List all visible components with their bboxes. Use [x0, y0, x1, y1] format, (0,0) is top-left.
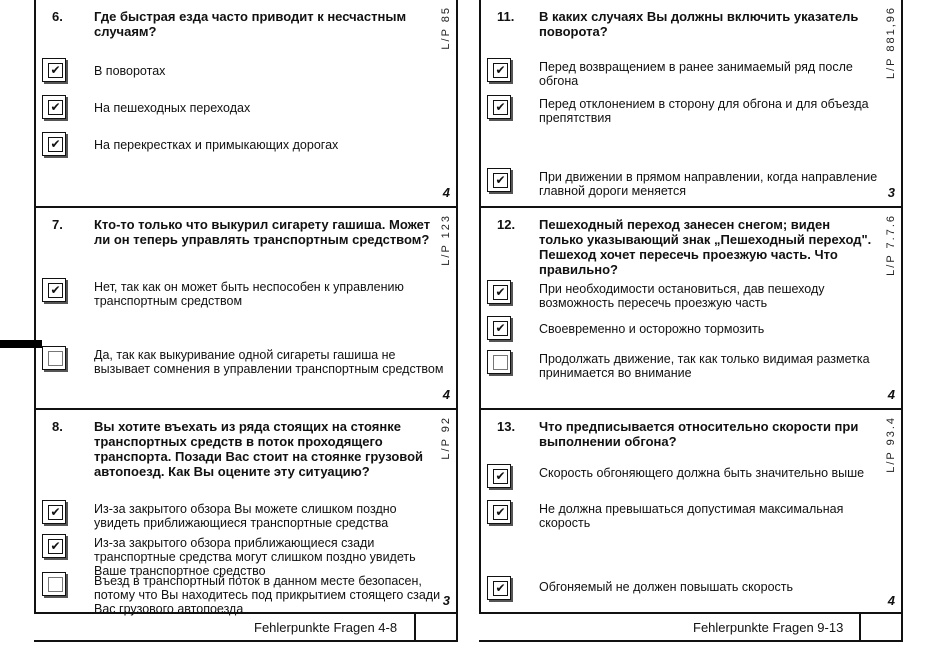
checkmark-icon: ✔ [493, 469, 508, 484]
answer-text: Скорость обгоняющего должна быть значительно выше [539, 466, 865, 480]
points-value: 4 [887, 593, 895, 608]
answer-checkbox[interactable] [487, 576, 511, 600]
question-7 [34, 208, 458, 410]
points-value: 4 [442, 387, 450, 402]
footer-label: Fehlerpunkte Fragen 9-13 [693, 620, 844, 635]
question-number: 6. [52, 9, 63, 24]
answer-text: Из-за закрытого обзора Вы можете слишком поздно увидеть приближающиеся транспортные средства [94, 502, 397, 530]
answer-text: При движении в прямом направлении, когда направление главной дороги меняется [539, 170, 878, 198]
answer-checkbox[interactable] [487, 316, 511, 340]
answer-text: При необходимости остановиться, дав пешеходу возможность пересечь проезжую часть [539, 282, 825, 310]
question-12 [479, 208, 903, 410]
answer-text: Продолжать движение, так как только видимая разметка принимается во внимание [539, 352, 870, 380]
question-number: 7. [52, 217, 63, 232]
answer-checkbox[interactable] [42, 500, 66, 524]
answer-checkbox[interactable] [487, 95, 511, 119]
question-text: Что предписывается относительно скорости при выполнении обгона? [539, 419, 859, 449]
checkmark-icon: ✔ [493, 173, 508, 188]
answer-text: На пешеходных переходах [94, 101, 251, 115]
checkmark-icon: ✔ [48, 539, 63, 554]
checkmark-icon: ✔ [493, 100, 508, 115]
answer-text: Не должна превышаться допустимая максимальная скорость [539, 502, 844, 530]
error-points-field[interactable] [859, 612, 903, 642]
empty-box-icon [493, 355, 508, 370]
points-value: 3 [887, 185, 895, 200]
question-text: В каких случаях Вы должны включить указатель поворота? [539, 9, 859, 39]
answer-checkbox[interactable] [42, 346, 66, 370]
answer-checkbox[interactable] [42, 572, 66, 596]
answer-checkbox[interactable] [487, 168, 511, 192]
answer-text: Въезд в транспортный поток в данном месте безопасен, потому что Вы находитесь под прикрытием стоящего сзади Вас грузового автопоезда [94, 574, 441, 616]
answer-checkbox[interactable] [42, 132, 66, 156]
question-number: 12. [497, 217, 516, 232]
answer-text: Своевременно и осторожно тормозить [539, 322, 765, 336]
footer-label: Fehlerpunkte Fragen 4-8 [254, 620, 398, 635]
answer-text: Обгоняемый не должен повышать скорость [539, 580, 794, 594]
checkmark-icon: ✔ [493, 505, 508, 520]
question-6 [34, 0, 458, 208]
lp-reference: L/P 93.4 [885, 416, 897, 473]
answer-checkbox[interactable] [487, 280, 511, 304]
lp-reference: L/P 7.7.6 [885, 214, 897, 276]
lp-reference: L/P 85 [440, 6, 452, 50]
checkmark-icon: ✔ [48, 505, 63, 520]
error-points-field[interactable] [414, 612, 458, 642]
answer-checkbox[interactable] [487, 58, 511, 82]
checkmark-icon: ✔ [48, 100, 63, 115]
question-number: 13. [497, 419, 516, 434]
question-13 [479, 410, 903, 612]
answer-checkbox[interactable] [487, 350, 511, 374]
question-text: Где быстрая езда часто приводит к несчастным случаям? [94, 9, 407, 39]
question-number: 8. [52, 419, 63, 434]
answer-checkbox[interactable] [42, 534, 66, 558]
answer-text: На перекрестках и примыкающих дорогах [94, 138, 339, 152]
checkmark-icon: ✔ [493, 285, 508, 300]
answer-text: Да, так как выкуривание одной сигареты гашиша не вызывает сомнения в управлении транспортным средством [94, 348, 444, 376]
black-marker [0, 340, 42, 348]
points-value: 4 [442, 185, 450, 200]
answer-checkbox[interactable] [42, 95, 66, 119]
answer-text: Перед отклонением в сторону для обгона и для объезда препятствия [539, 97, 869, 125]
answer-text: Перед возвращением в ранее занимаемый ряд после обгона [539, 60, 853, 88]
question-11 [479, 0, 903, 208]
right-footer [479, 612, 903, 642]
points-value: 3 [442, 593, 450, 608]
answer-checkbox[interactable] [487, 464, 511, 488]
left-footer [34, 612, 458, 642]
lp-reference: L/P 92 [440, 416, 452, 460]
answer-checkbox[interactable] [42, 278, 66, 302]
points-value: 4 [887, 387, 895, 402]
question-text: Пешеходный переход занесен снегом; виден только указывающий знак „Пешеходный переход". Пешеход хочет пересечь проезжую часть. Что правильно? [539, 217, 872, 277]
checkmark-icon: ✔ [48, 137, 63, 152]
checkmark-icon: ✔ [493, 321, 508, 336]
question-text: Кто-то только что выкурил сигарету гашиша. Может ли он теперь управлять транспортным средством? [94, 217, 431, 247]
checkmark-icon: ✔ [493, 63, 508, 78]
answer-checkbox[interactable] [42, 58, 66, 82]
question-text: Вы хотите въехать из ряда стоящих на стоянке транспортных средств в поток проходящего транспорта. Позади Вас стоит на стоянке грузовой автопоезд. Как Вы оцените эту ситуацию? [94, 419, 424, 479]
checkmark-icon: ✔ [48, 283, 63, 298]
lp-reference: L/P 881,96 [885, 6, 897, 80]
answer-text: В поворотах [94, 64, 166, 78]
answer-text: Из-за закрытого обзора приближающиеся сзади транспортные средства могут слишком поздно увидеть Ваше транспортное средство [94, 536, 416, 578]
lp-reference: L/P 123 [440, 214, 452, 266]
empty-box-icon [48, 351, 63, 366]
answer-text: Нет, так как он может быть неспособен к управлению транспортным средством [94, 280, 404, 308]
empty-box-icon [48, 577, 63, 592]
checkmark-icon: ✔ [48, 63, 63, 78]
question-number: 11. [497, 9, 515, 24]
checkmark-icon: ✔ [493, 581, 508, 596]
answer-checkbox[interactable] [487, 500, 511, 524]
question-8 [34, 410, 458, 616]
